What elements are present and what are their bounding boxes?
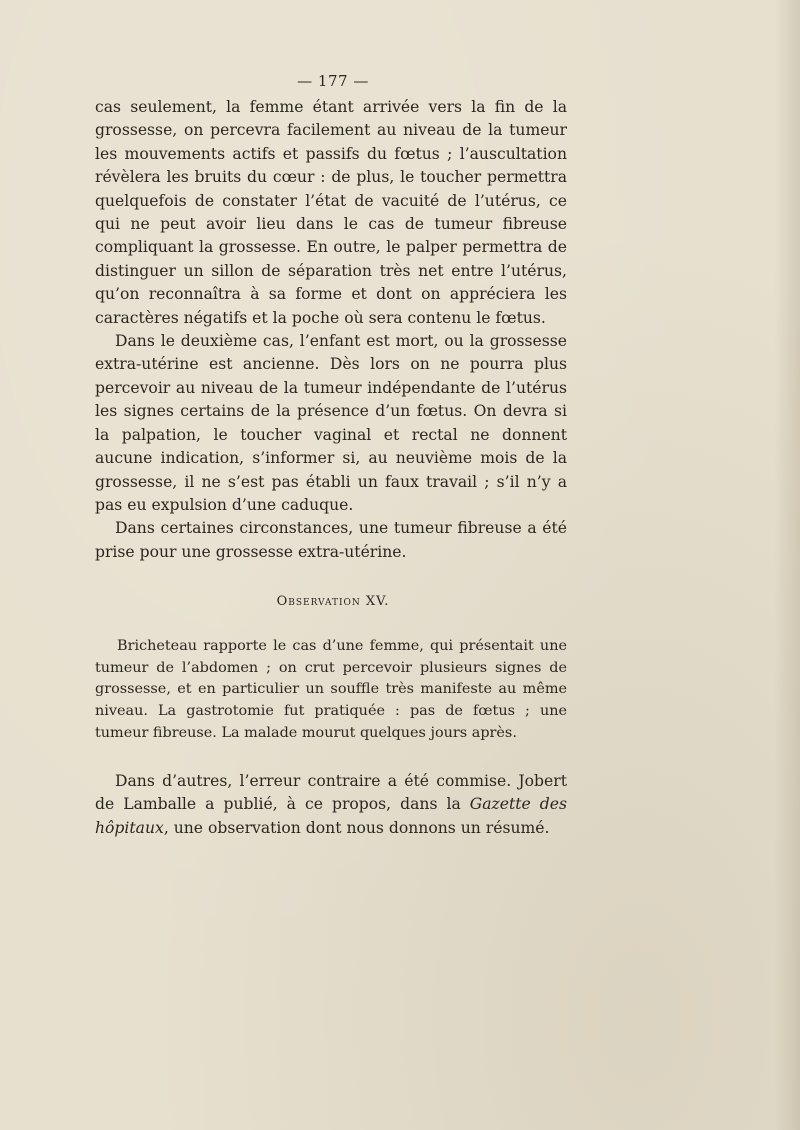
observation-block xyxy=(95,636,567,745)
observation-text: Bricheteau rapporte le cas d’une femme, qui présentait une tumeur de l’abdomen ; on crut percevoir plusieurs signes de grossesse, et en particulier un souffle très manifeste au même niveau. La gastrotomie fut pratiquée : pas de fœtus ; une tumeur fibreuse. La malade mourut quelques jours après. xyxy=(95,638,567,741)
closing-text xyxy=(95,770,567,840)
observation-heading: Observation XV. xyxy=(276,594,390,609)
paragraph-continuation: cas seulement, la femme étant arrivée vers la fin de la grossesse, on percevra facilement au niveau de la tumeur les mouvements actifs et passifs du fœtus ; l’auscultation révèlera les bruits du cœur : de plus, le toucher permettra quelquefois de constater l’état de vacuité de l’utérus, ce qui ne peut avoir lieu dans le cas de tumeur fibreuse compliquant la grossesse. En outre, le palper permettra de distinguer un sillon de séparation très net entre l’utérus, qu’on reconnaîtra à sa forme et dont on appréciera les caractères négatifs et la poche où sera contenu le fœtus. xyxy=(95,98,567,327)
journal-title: Gazette des hôpitaux xyxy=(95,795,567,837)
paragraph-second-case: Dans le deuxième cas, l’enfant est mort, ou la grossesse extra-utérine est ancienne. Dès lors on ne pourra plus percevoir au niveau de la tumeur indépendante de l’utérus les signes certains de la présence d’un fœtus. On devra si la palpation, le toucher vaginal et rectal ne donnent aucune indication, s’informer si, au neuvième mois de la grossesse, il ne s’est pas établi un faux travail ; s’il n’y a pas eu expulsion d’une caduque. xyxy=(95,332,567,514)
closing-paragraph xyxy=(95,770,567,840)
page-number: — 177 — xyxy=(297,72,369,90)
closing-text-after: , une observation dont nous donnons un résumé. xyxy=(163,818,550,837)
page-edge-shadow xyxy=(774,0,800,1130)
main-text xyxy=(95,96,567,564)
paragraph-fibroid: Dans certaines circonstances, une tumeur fibreuse a été prise pour une grossesse extra-utérine. xyxy=(95,519,567,561)
closing-text-before: Dans d’autres, l’erreur contraire a été commise. Jobert de Lamballe a publié, à ce propos, dans la xyxy=(95,772,567,814)
